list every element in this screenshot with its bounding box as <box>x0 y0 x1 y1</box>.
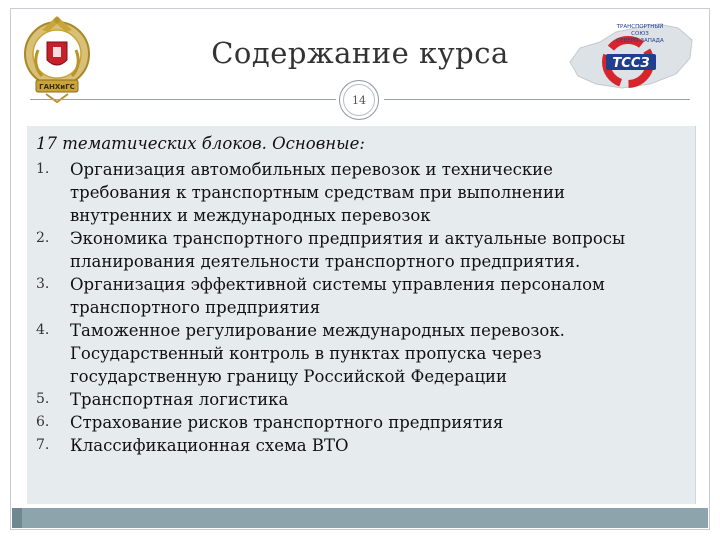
list-item-line: внутренних и международных перевозок <box>70 206 431 225</box>
list-item-line: Экономика транспортного предприятия и актуальные вопросы <box>70 229 626 248</box>
list-item-number: 1. <box>36 161 50 177</box>
list-item-line: Таможенное регулирование международных перевозок. <box>70 321 565 340</box>
bottom-bar-cap <box>12 508 22 528</box>
tssz-line3: СЕВЕРО-ЗАПАДА <box>616 38 664 44</box>
list-item <box>36 227 676 273</box>
topic-list <box>36 158 676 457</box>
list-item-line: транспортного предприятия <box>70 298 321 317</box>
list-item-number: 2. <box>36 230 50 246</box>
list-item <box>36 158 676 227</box>
list-item-line: Транспортная логистика <box>70 390 289 409</box>
page-number-badge <box>339 80 379 120</box>
tssz-line2: СОЮЗ <box>631 31 649 37</box>
page-number: 14 <box>343 84 375 116</box>
divider-right <box>384 99 690 100</box>
list-item-number: 7. <box>36 437 50 453</box>
list-item-line: Страхование рисков транспортного предприятия <box>70 413 504 432</box>
list-item-number: 3. <box>36 276 50 292</box>
intro-text: 17 тематических блоков. Основные: <box>36 134 365 153</box>
list-item-line: Организация автомобильных перевозок и технические <box>70 160 553 179</box>
slide-title: Содержание курса <box>211 36 509 70</box>
list-item-line: Организация эффективной системы управления персоналом <box>70 275 605 294</box>
list-item-line: планирования деятельности транспортного предприятия. <box>70 252 581 271</box>
list-item <box>36 411 676 434</box>
list-item <box>36 388 676 411</box>
list-item-number: 5. <box>36 391 50 407</box>
list-item <box>36 273 676 319</box>
list-item-line: требования к транспортным средствам при выполнении <box>70 183 565 202</box>
tssz-line1: ТРАНСПОРТНЫЙ <box>616 24 664 30</box>
tssz-abbrev: ТССЗ <box>612 56 650 71</box>
list-item <box>36 319 676 388</box>
list-item-line: Государственный контроль в пунктах пропуска через <box>70 344 542 363</box>
list-item-number: 6. <box>36 414 50 430</box>
bottom-bar <box>12 508 708 528</box>
list-item <box>36 434 676 457</box>
divider-left <box>30 99 336 100</box>
list-item-line: Классификационная схема ВТО <box>70 436 349 455</box>
list-item-number: 4. <box>36 322 50 338</box>
crest-motto: ГАНХиГС <box>39 83 75 91</box>
list-item-line: государственную границу Российской Федерации <box>70 367 508 386</box>
